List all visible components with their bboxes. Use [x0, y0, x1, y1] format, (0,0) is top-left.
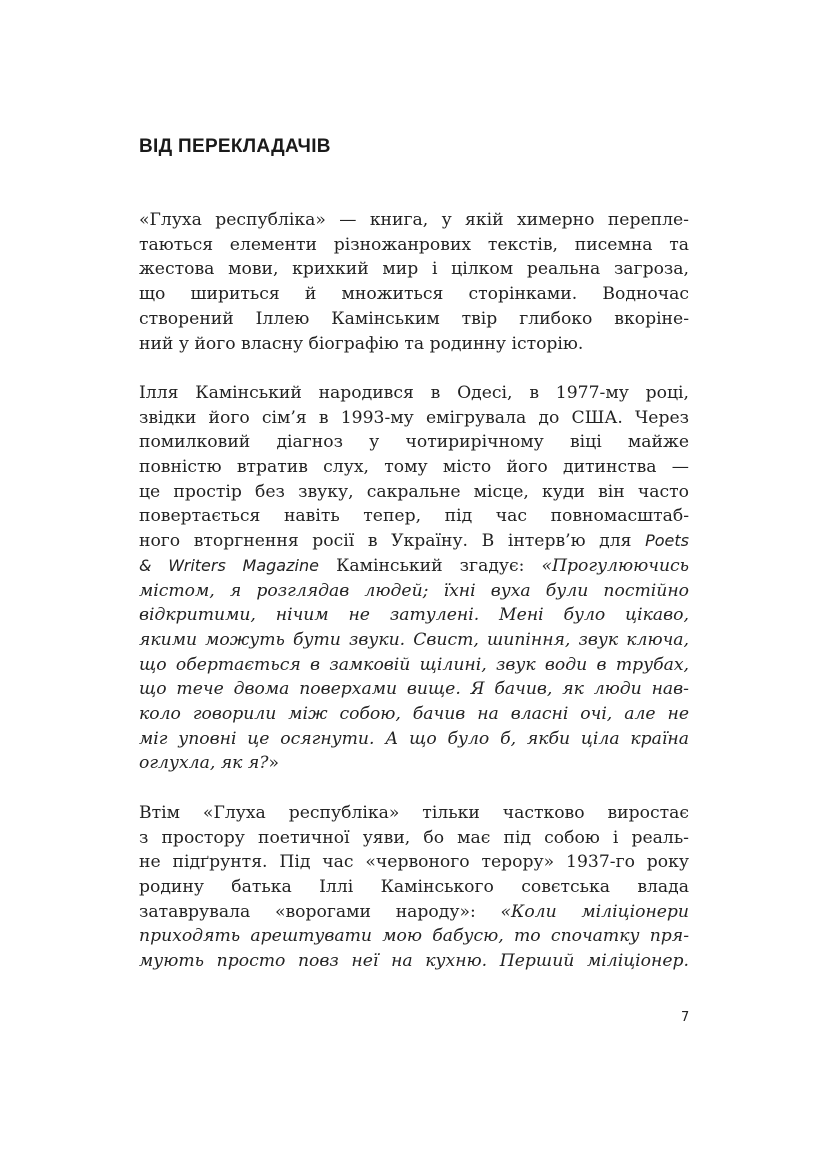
- quote-line: що обертається в замковій щілині, звук води в трубах,: [139, 654, 689, 675]
- text-line: [139, 751, 689, 776]
- quote-line: міг уповні це осягнути. А що було б, якби ціла країна: [139, 728, 689, 749]
- text-line: Ілля Камінський народився в Одесі, в 1977-му році,: [139, 382, 689, 403]
- body-text: [139, 208, 689, 998]
- quote-line: що тече двома поверхами вище. Я бачив, як люди нав-: [139, 679, 689, 700]
- text-line: [139, 900, 689, 925]
- text-segment: »: [268, 753, 279, 774]
- paragraph-3: [139, 801, 689, 974]
- quote-segment: «Прогулюючись: [541, 555, 690, 576]
- text-line: таються елементи різножанрових текстів, писемна та: [139, 234, 689, 255]
- quote-segment: оглухла, як я?: [139, 753, 269, 774]
- text-segment: ного вторгнення росії в Україну. В інтерв’ю для: [139, 531, 632, 552]
- text-line: родину батька Іллі Камінського совєтська влада: [139, 876, 689, 897]
- chapter-heading: ВІД ПЕРЕКЛАДАЧІВ: [139, 136, 331, 157]
- quote-line: якими можуть бути звуки. Свист, шипіння, звук ключа,: [139, 629, 689, 650]
- paragraph-1: [139, 208, 689, 356]
- text-line: «Глуха республіка» — книга, у якій химерно перепле-: [139, 210, 689, 230]
- text-line: [139, 554, 689, 579]
- text-segment: Камінський згадує:: [318, 555, 542, 576]
- text-line: повертається навіть тепер, під час повномасштаб-: [139, 506, 689, 527]
- text-line: звідки його сім’я в 1993-му емігрувала до США. Через: [139, 407, 689, 428]
- text-line: жестова мови, крихкий мир і цілком реальна загроза,: [139, 259, 689, 280]
- text-line: створений Іллею Камінським твір глибоко вкоріне-: [139, 308, 689, 329]
- text-line: не підґрунтя. Під час «червоного терору» 1937-го року: [139, 852, 689, 873]
- quote-line: містом, я розглядав людей; їхні вуха були постійно: [139, 580, 689, 601]
- text-line: що шириться й множиться сторінками. Водночас: [139, 284, 689, 305]
- quote-line: приходять арештувати мою бабусю, то спочатку пря-: [139, 926, 689, 947]
- quote-line: коло говорили між собою, бачив на власні очі, але не: [139, 704, 689, 725]
- quote-line: відкритими, нічим не затулені. Мені було цікаво,: [139, 605, 689, 626]
- text-line: [139, 529, 689, 554]
- quote-segment: «Коли міліціонери: [500, 901, 690, 922]
- paragraph-2: [139, 381, 689, 776]
- text-line: помилковий діагноз у чотирирічному віці майже: [139, 432, 689, 453]
- magazine-title: Poets: [645, 531, 689, 551]
- text-segment: затаврувала «ворогами народу»:: [139, 901, 501, 922]
- text-line: повністю втратив слух, тому місто його дитинства —: [139, 457, 689, 478]
- text-line: Втім «Глуха республіка» тільки частково виростає: [139, 802, 689, 823]
- page-number: 7: [681, 1010, 690, 1025]
- text-line: з простору поетичної уяви, бо має під собою і реаль-: [139, 827, 689, 848]
- text-line: це простір без звуку, сакральне місце, куди він часто: [139, 481, 689, 502]
- magazine-title: & Writers Magazine: [139, 555, 319, 575]
- quote-line: мують просто повз неї на кухню. Перший міліціонер.: [139, 951, 689, 972]
- text-line: ний у його власну біографію та родинну історію.: [139, 333, 584, 354]
